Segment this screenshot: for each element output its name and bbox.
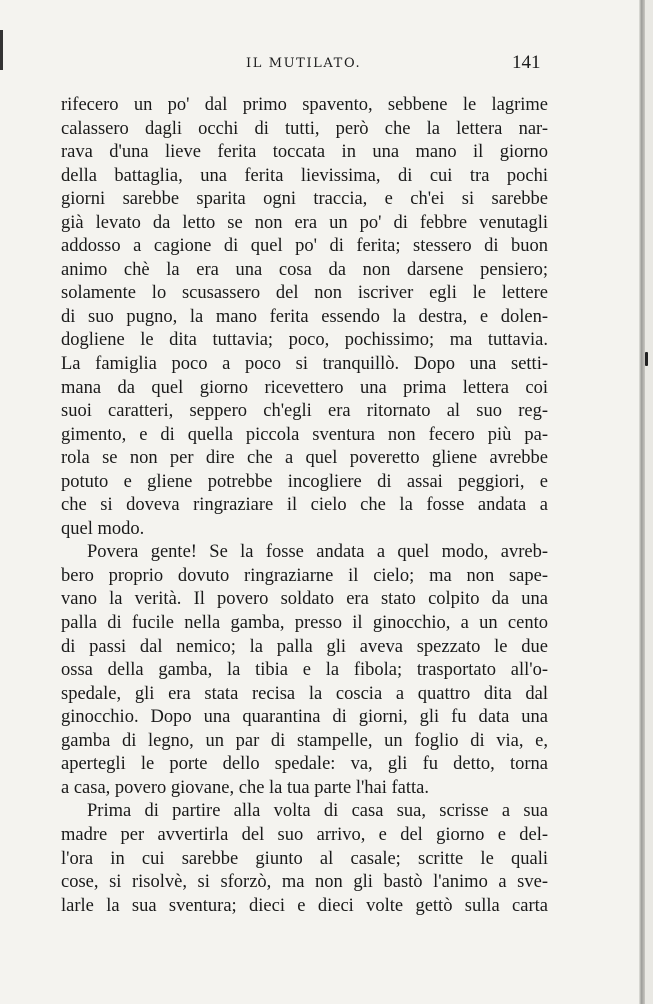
text-line: madre per avvertirla del suo arrivo, e del giorno e del- (61, 824, 548, 845)
text-line: quel modo. (61, 518, 145, 539)
text-line: giorni sarebbe sparita ogni traccia, e ch'ei si sarebbe (61, 189, 548, 210)
text-line: cose, si risolvè, si sforzò, ma non gli bastò l'animo a sve- (61, 872, 548, 893)
text-line: della battaglia, una ferita lievissima, di cui tra pochi (61, 165, 548, 186)
margin-ink-mark (645, 352, 648, 366)
running-title: IL MUTILATO. (246, 56, 362, 71)
text-line: di suo pugno, la mano ferita essendo la destra, e dolen- (61, 306, 548, 327)
text-line: l'ora in cui sarebbe giunto al casale; scritte le quali (61, 848, 548, 869)
page-margin-edge (645, 0, 653, 1004)
text-line: rifecero un po' dal primo spavento, sebbene le lagrime (61, 95, 548, 115)
text-line: ossa della gamba, la tibia e la fibola; trasportato all'o- (61, 660, 548, 681)
text-line: rola se non per dire che a quel poveretto gliene avrebbe (61, 448, 548, 469)
text-line: addosso a cagione di quel po' di ferita; stessero di buon (61, 236, 548, 257)
text-line: mana da quel giorno ricevettero una prima lettera coi (61, 377, 548, 398)
text-line: animo chè la era una cosa da non darsene pensiero; (61, 259, 548, 280)
text-line: vano la verità. Il povero soldato era stato colpito da una (61, 589, 548, 610)
text-line: di passi dal nemico; la palla gli aveva spezzato le due (61, 636, 548, 657)
text-line: ginocchio. Dopo una quarantina di giorni, gli fu data una (61, 707, 548, 728)
text-line: potuto e gliene potrebbe incogliere di assai peggiori, e (61, 471, 548, 492)
book-spine-shadow (639, 0, 645, 1004)
text-line: rava d'una lieve ferita toccata in una mano il giorno (61, 142, 548, 163)
text-line: spedale, gli era stata recisa la coscia a quattro dita dal (61, 683, 548, 704)
page-number: 141 (512, 52, 541, 73)
text-line: gimento, e di quella piccola sventura non fecero più pa- (61, 424, 548, 445)
text-line: solamente lo scusassero del non iscriver egli le lettere (61, 283, 548, 304)
text-line: apertegli le porte dello spedale: va, gli fu detto, torna (61, 754, 548, 775)
text-line: già levato da letto se non era un po' di febbre venutagli (61, 212, 548, 233)
text-line-paragraph-start: Prima di partire alla volta di casa sua, scrisse a sua (87, 801, 548, 822)
text-line-paragraph-start: Povera gente! Se la fosse andata a quel modo, avreb- (87, 542, 548, 563)
body-text (61, 94, 548, 918)
text-line: suoi caratteri, seppero ch'egli era ritornato al suo reg- (61, 401, 548, 422)
text-line: larle la sua sventura; dieci e dieci volte gettò sulla carta (61, 895, 548, 916)
text-line: dogliene le dita tuttavia; poco, pochissimo; ma tuttavia. (61, 330, 548, 351)
text-line: a casa, povero giovane, che la tua parte l'hai fatta. (61, 777, 430, 798)
text-line: bero proprio dovuto ringraziarne il cielo; ma non sape- (61, 565, 548, 586)
text-line: La famiglia poco a poco si tranquillò. Dopo una setti- (61, 354, 548, 375)
text-line: gamba di legno, un par di stampelle, un foglio di via, e, (61, 730, 548, 751)
text-line: che si doveva ringraziare il cielo che la fosse andata a (61, 495, 548, 516)
text-line: calassero dagli occhi di tutti, però che la lettera nar- (61, 118, 548, 139)
page-header (0, 52, 653, 82)
text-line: palla di fucile nella gamba, presso il ginocchio, a un cento (61, 613, 548, 634)
